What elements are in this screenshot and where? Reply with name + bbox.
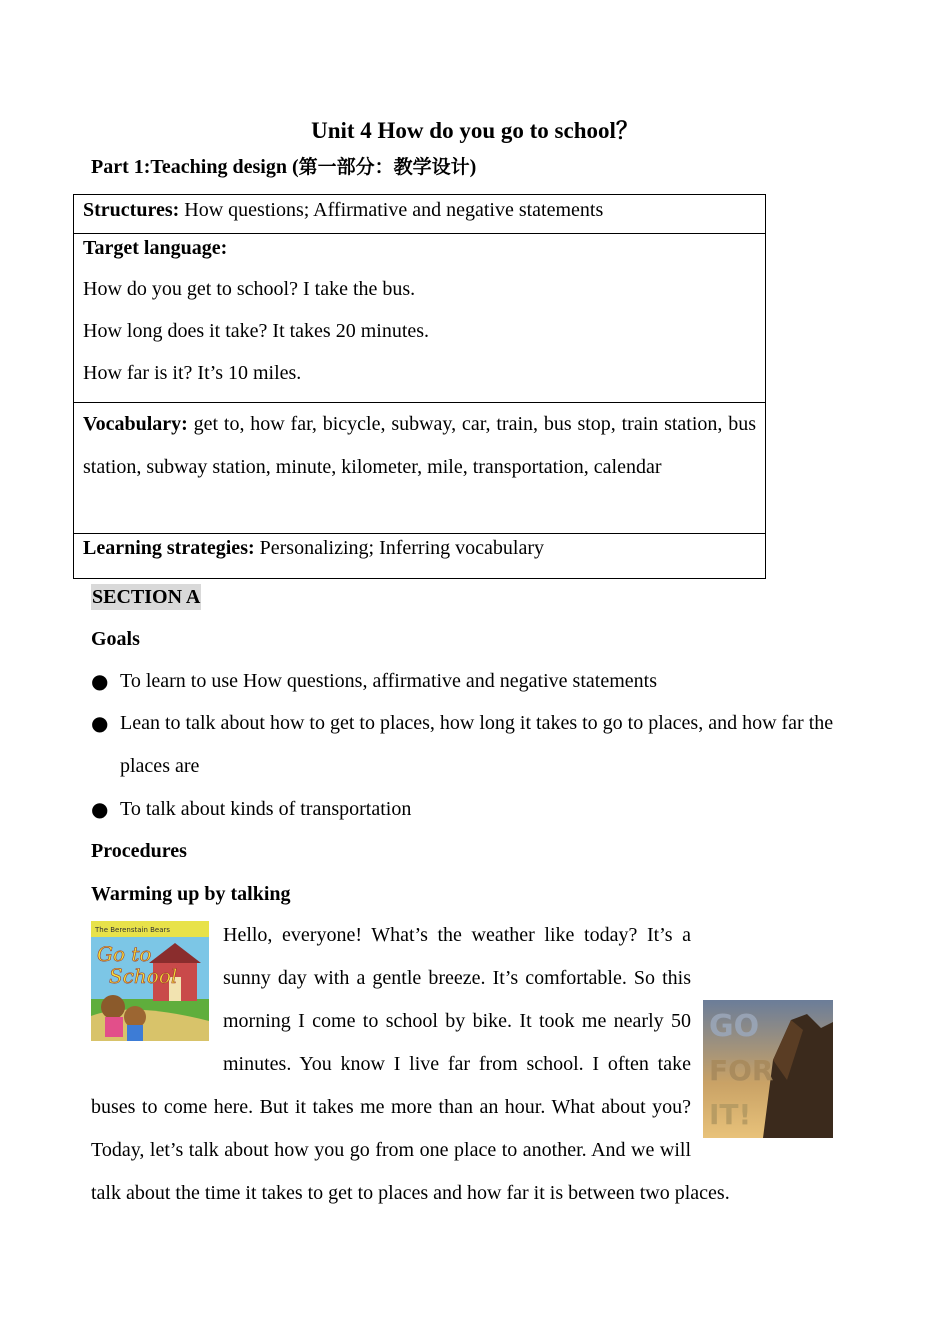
structures-label: Structures:: [83, 199, 180, 221]
target-language-line: How long does it take? It takes 20 minutes.: [83, 320, 430, 342]
learning-strategies-text: Personalizing; Inferring vocabulary: [254, 537, 544, 559]
part-heading-cjk: 第一部分：教学设计: [298, 156, 470, 178]
target-language-label: Target language:: [83, 237, 228, 259]
vocabulary-label: Vocabulary:: [83, 413, 188, 435]
learning-strategies-cell: [74, 534, 766, 579]
learning-strategies-row: [74, 534, 766, 579]
teaching-design-table: [73, 194, 766, 579]
go-for-it-illustration: [703, 1000, 833, 1138]
document-title: Unit 4 How do you go to school？: [311, 118, 639, 143]
book-title-line2: School: [109, 964, 178, 988]
structures-cell: [74, 195, 766, 234]
book-series: The Berenstain Bears: [95, 926, 171, 934]
structures-text: How questions; Affirmative and negative statements: [179, 199, 604, 221]
go-text: GO: [709, 1009, 760, 1044]
book-cover-illustration: [91, 921, 209, 1041]
vocabulary-text: get to, how far, bicycle, subway, car, train, bus stop, train station, bus station, subway station, minute, kilometer, mile, transportation, calendar: [83, 413, 756, 478]
goal-text: To learn to use How questions, affirmative and negative statements: [120, 670, 657, 692]
structures-row: [74, 195, 766, 234]
part-heading-prefix: Part 1:Teaching design (: [91, 156, 299, 178]
bullet-icon: ●: [91, 711, 109, 735]
procedures-heading: Procedures: [91, 840, 187, 862]
target-language-line: How do you get to school? I take the bus.: [83, 278, 416, 300]
book-title-line1: Go to: [97, 942, 152, 966]
learning-strategies-label: Learning strategies:: [83, 537, 255, 559]
bullet-icon: ●: [91, 797, 109, 821]
goals-heading: Goals: [91, 628, 140, 650]
part-heading-suffix: ): [469, 156, 477, 178]
vocabulary-row: [74, 403, 766, 534]
warming-up-text: Hello, everyone! What’s the weather like today? It’s a sunny day with a gentle breeze. It’s comfortable. So this morning I come to school by bike. It took me nearly 50 minutes. You know I live far from school. I often take buses to come here. But it takes me more than an hour. What about you? Today, let’s talk about how you go from one place to another. And we will talk about the time it takes to get to places and how far it is between two places.: [91, 924, 730, 1204]
vocabulary-cell: [74, 403, 766, 534]
part-heading: [91, 152, 476, 179]
target-language-line: How far is it? It’s 10 miles.: [83, 362, 302, 384]
goal-text: Lean to talk about how to get to places, how long it takes to go to places, and how far the places are: [120, 712, 834, 777]
go-for-it-image: [703, 1000, 833, 1140]
bullet-icon: ●: [91, 669, 109, 693]
it-text: IT!: [709, 1098, 752, 1131]
target-language-row: [74, 234, 766, 403]
goal-text: To talk about kinds of transportation: [120, 798, 412, 820]
warming-up-heading: Warming up by talking: [91, 883, 291, 905]
book-cover-image: [91, 921, 211, 1045]
section-a-heading: SECTION A: [92, 586, 201, 608]
target-language-cell: [74, 234, 766, 403]
for-text: FOR: [709, 1054, 774, 1087]
warming-up-paragraph: [91, 914, 859, 1215]
